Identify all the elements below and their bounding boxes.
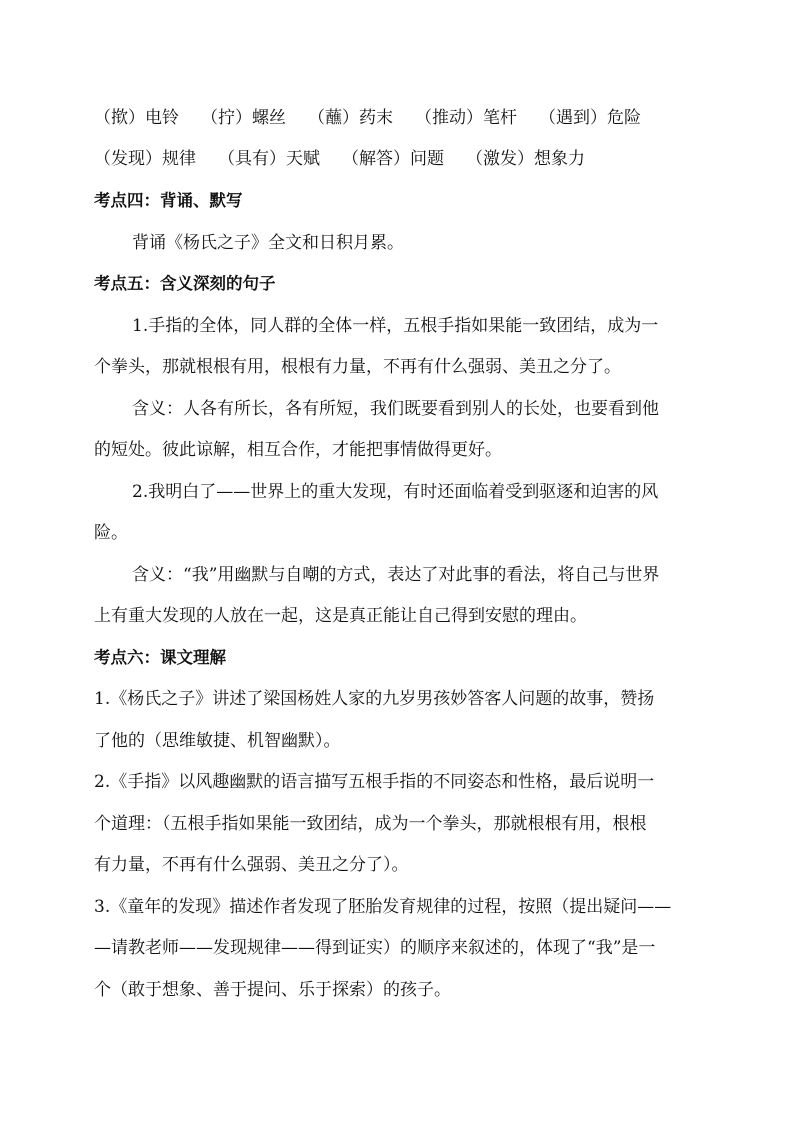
meaning-2-line-1: 含义：“我”用幽默与自嘲的方式，表达了对此事的看法，将自己与世界 <box>132 565 660 585</box>
meaning-2-line-2: 上有重大发现的人放在一起，这是真正能让自己得到安慰的理由。 <box>94 606 587 626</box>
paragraph-3-line-2: —请教老师——发现规律——得到证实）的顺序来叙述的，体现了“我”是一 <box>94 938 656 958</box>
section-6-heading: 考点六：课文理解 <box>94 648 226 667</box>
paragraph-3-line-1: 3.《童年的发现》描述作者发现了胚胎发育规律的过程，按照（提出疑问—— <box>94 897 672 917</box>
sentence-1-line-1: 1.手指的全体，同人群的全体一样，五根手指如果能一致团结，成为一 <box>132 316 659 336</box>
paragraph-1-line-2: 了他的（思维敏捷、机智幽默）。 <box>94 731 341 751</box>
word-pair: （激发）想象力 <box>466 149 585 169</box>
word-pair: （遇到）危险 <box>539 108 641 128</box>
paragraph-2-line-1: 2.《手指》以风趣幽默的语言描写五根手指的不同姿态和性格，最后说明一 <box>94 772 655 792</box>
sentence-2-line-1: 2.我明白了——世界上的重大发现，有时还面临着受到驱逐和迫害的风 <box>132 482 659 502</box>
section-4-text: 背诵《杨氏之子》全文和日积月累。 <box>132 233 404 253</box>
meaning-1-line-1: 含义：人各有所长，各有所短，我们既要看到别人的长处，也要看到他 <box>132 399 659 419</box>
paragraph-2-line-2: 个道理：（五根手指如果能一致团结，成为一个拳头，那就根根有用，根根 <box>94 814 647 834</box>
word-pair: （发现）规律 <box>94 149 196 169</box>
section-4-heading: 考点四：背诵、默写 <box>94 191 243 210</box>
sentence-2-line-2: 险。 <box>94 523 128 543</box>
paragraph-3-line-3: 个（敢于想象、善于提问、乐于探索）的孩子。 <box>94 980 451 1000</box>
word-pairs-row-2 <box>94 148 714 170</box>
word-pair: （解答）问题 <box>342 149 444 169</box>
word-pair: （拧）螺丝 <box>201 108 286 128</box>
word-pair: （蘸）药末 <box>308 108 393 128</box>
meaning-1-line-2: 的短处。彼此谅解，相互合作，才能把事情做得更好。 <box>94 440 502 460</box>
paragraph-1-line-1: 1.《杨氏之子》讲述了梁国杨姓人家的九岁男孩妙答客人问题的故事，赞扬 <box>94 689 655 709</box>
word-pair: （具有）天赋 <box>218 149 320 169</box>
paragraph-2-line-3: 有力量，不再有什么强弱、美丑之分了）。 <box>94 855 409 875</box>
word-pair: （推动）笔杆 <box>415 108 517 128</box>
section-5-heading: 考点五：含义深刻的句子 <box>94 274 276 293</box>
sentence-1-line-2: 个拳头，那就根根有用，根根有力量，不再有什么强弱、美丑之分了。 <box>94 357 621 377</box>
word-pair: （揿）电铃 <box>94 108 179 128</box>
word-pairs-row-1 <box>94 107 714 129</box>
